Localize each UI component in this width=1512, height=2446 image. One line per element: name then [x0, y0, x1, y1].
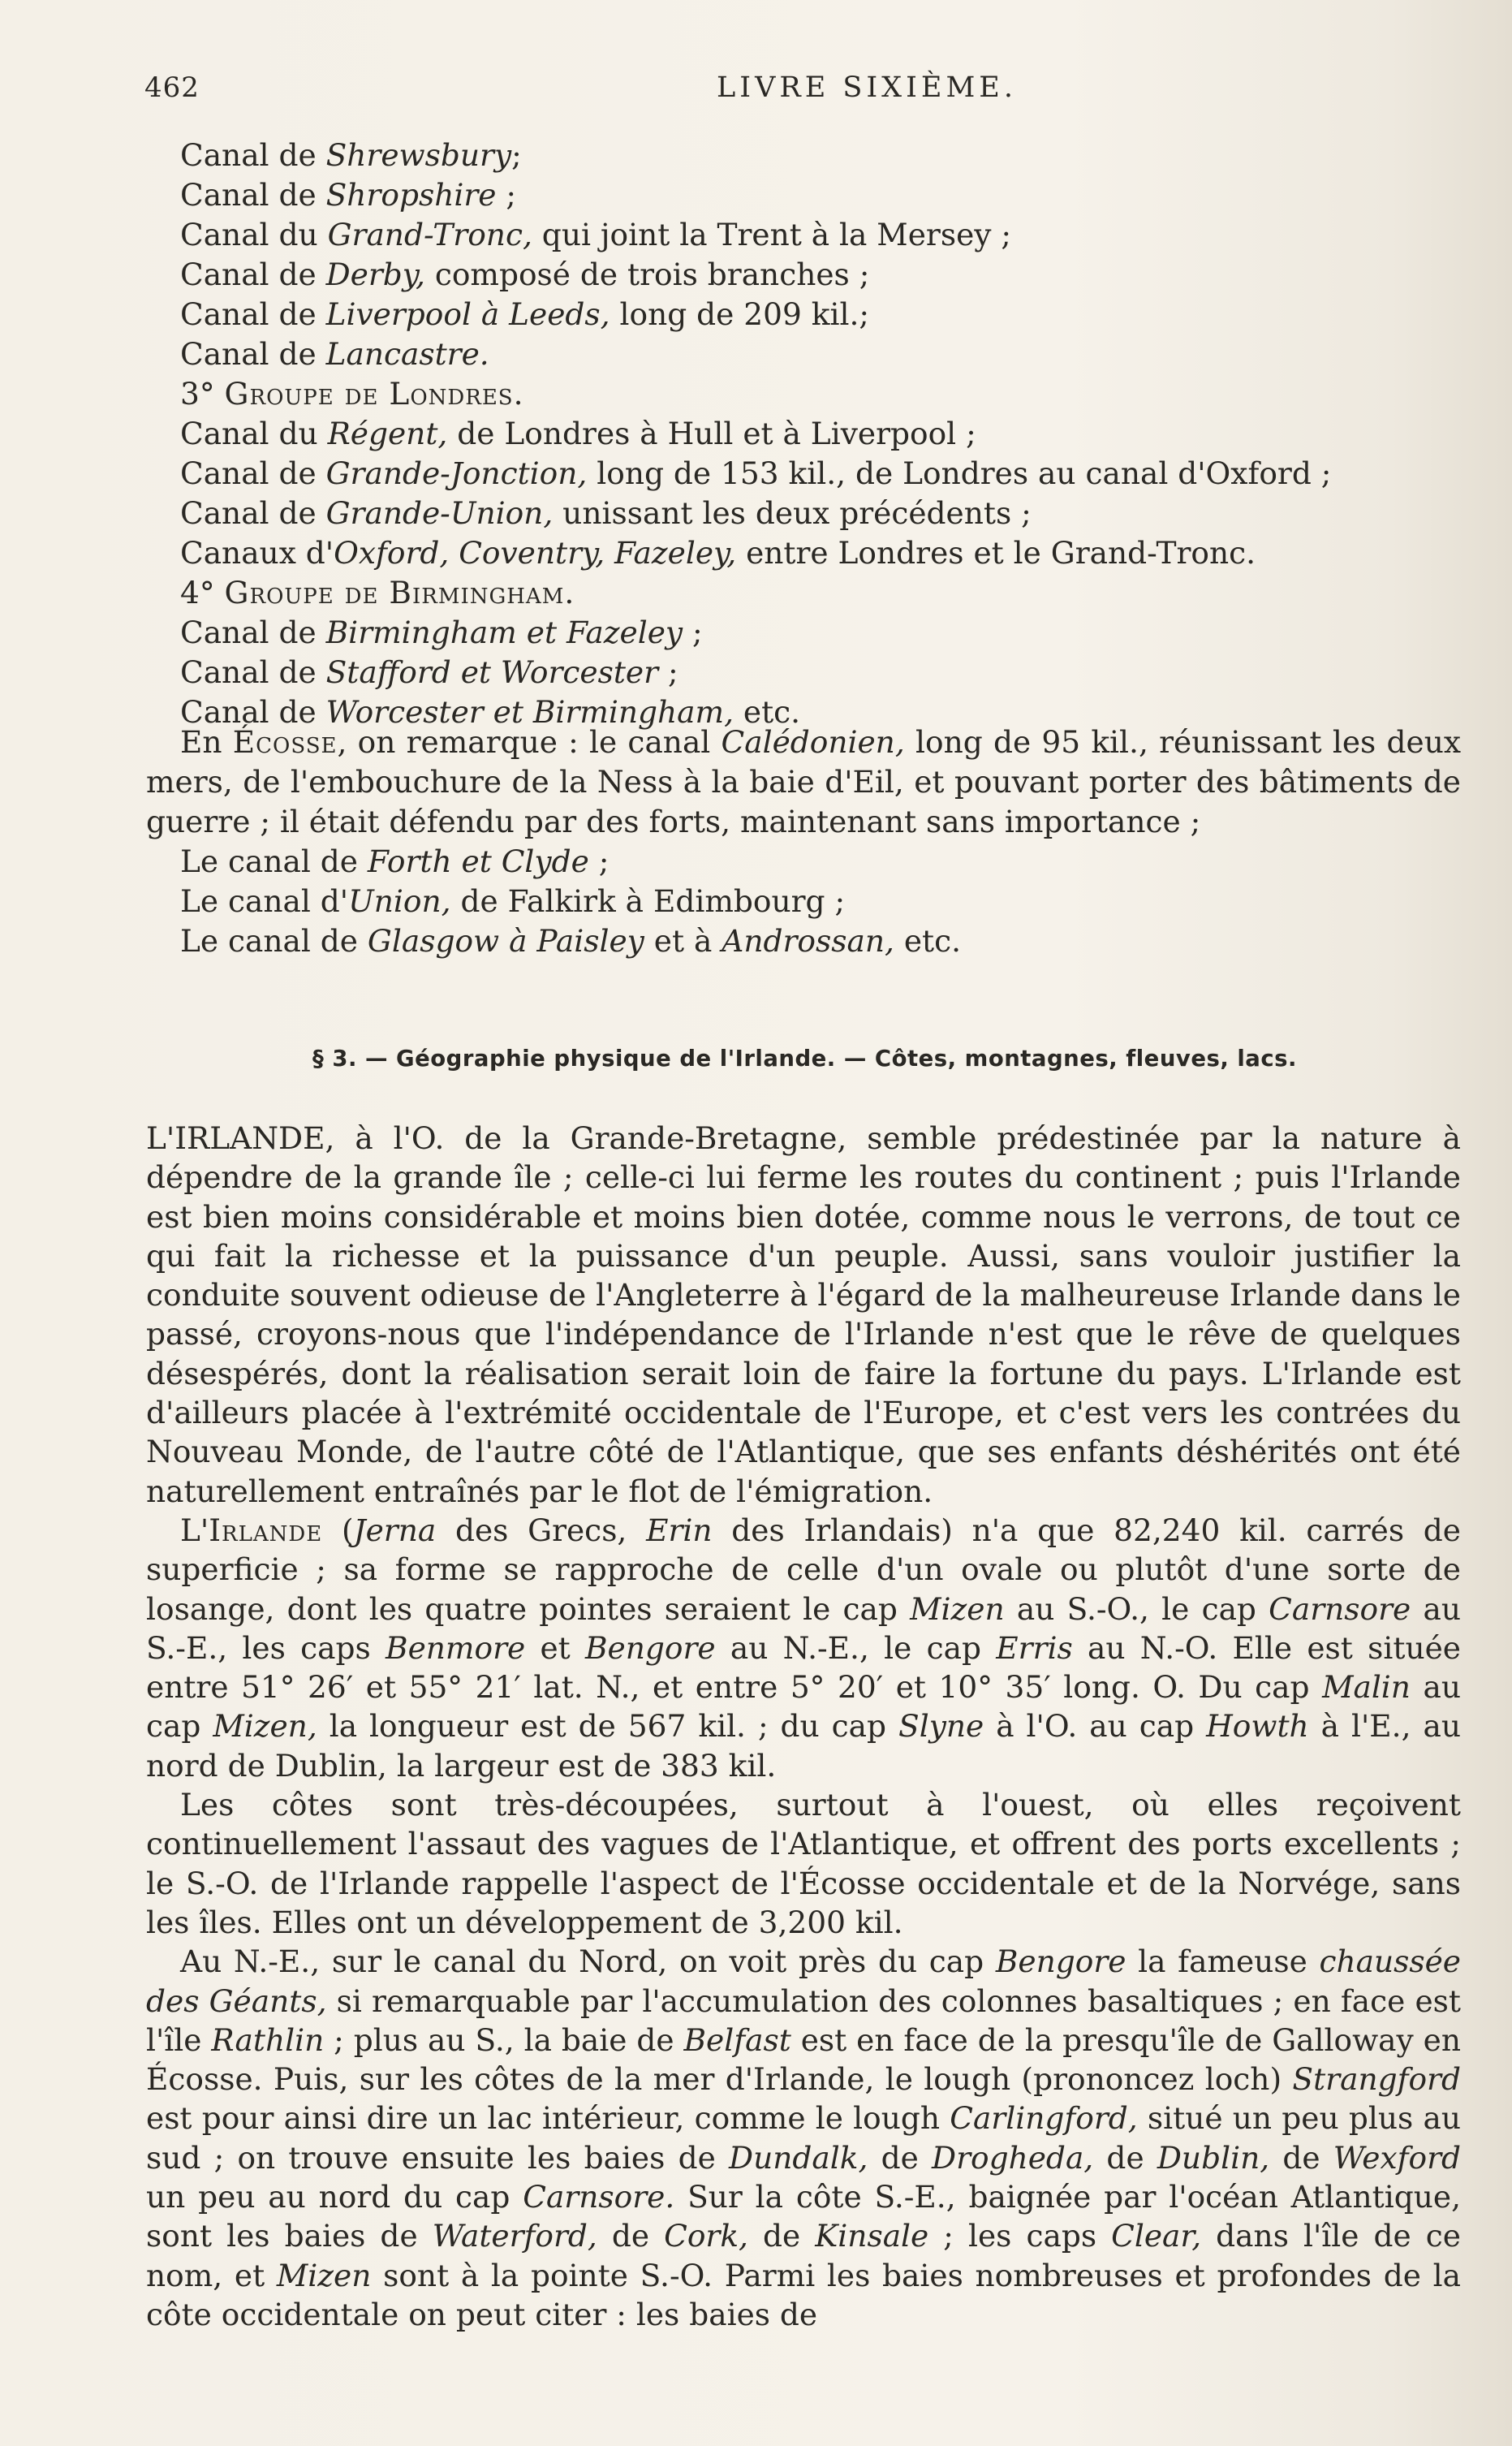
- paragraph: [146, 1942, 1461, 2334]
- text: la fameuse: [1126, 1943, 1320, 1980]
- page-header: [144, 71, 1459, 112]
- canal-name: Derby,: [325, 257, 425, 292]
- text: Canal de: [180, 694, 326, 730]
- text: Canal du: [180, 416, 328, 451]
- place-name: Clear,: [1111, 2218, 1202, 2254]
- place-name: chaussée des Géants,: [146, 1943, 1461, 2019]
- place-name: Bengore: [995, 1943, 1126, 1980]
- text: de: [868, 2139, 933, 2176]
- place-name: Carnsore.: [523, 2179, 675, 2215]
- ireland-text: [146, 1119, 1461, 2334]
- list-item: [180, 295, 1462, 334]
- scotland-paragraph: [146, 723, 1461, 842]
- text: sont à la pointe S.-O. Parmi les baies nombreuses et profondes de la côte occidentale on peut citer : les baies de: [146, 2257, 1461, 2332]
- text: de Londres à Hull et à Liverpool ;: [447, 416, 976, 451]
- text: etc.: [734, 694, 801, 730]
- list-item: [146, 882, 1461, 921]
- place-name: Carlingford,: [950, 2100, 1138, 2137]
- list-item: [180, 613, 1462, 653]
- text: Canal de: [180, 177, 326, 213]
- list-item: [180, 454, 1462, 494]
- text: Canal de: [180, 495, 326, 531]
- text: 3°: [180, 376, 225, 412]
- place-name: Jerna: [353, 1512, 437, 1548]
- list-item: [180, 414, 1462, 454]
- text: ;: [511, 137, 522, 173]
- canal-name: Glasgow à Paisley: [367, 923, 644, 959]
- text: Canal de: [180, 654, 326, 690]
- text: composé de trois branches ;: [424, 257, 870, 292]
- place-name: Bengore: [585, 1629, 716, 1666]
- text: long de 209 kil.;: [610, 296, 870, 332]
- list-item: [180, 215, 1462, 255]
- place-name: Androssan,: [722, 923, 894, 959]
- place-name: Belfast: [683, 2021, 791, 2058]
- canal-name: Stafford et Worcester: [325, 654, 659, 690]
- canal-name: Liverpool à Leeds,: [325, 296, 610, 332]
- canal-name: Oxford, Coventry, Fazeley,: [334, 535, 737, 571]
- paragraph: Les côtes sont très-découpées, surtout à l'ouest, où elles reçoivent continuellement l'assaut des vagues de l'Atlantique, et offrent des ports excellents ; le S.-O. de l'Irlande rappelle l'aspect de l'Écosse occidentale et de la Norvége, sans les îles. Elles ont un développement de 3,200 kil.: [146, 1787, 1461, 1940]
- running-title: LIVRE SIXIÈME.: [717, 71, 1017, 104]
- text: ; plus au S., la baie de: [324, 2021, 684, 2058]
- group-title: Groupe de Londres.: [224, 376, 524, 412]
- text: et: [525, 1629, 585, 1666]
- text: au S.-O., le cap: [1004, 1590, 1269, 1627]
- place-name: Dundalk,: [729, 2139, 868, 2176]
- text: (: [322, 1512, 354, 1548]
- list-item: [180, 533, 1462, 573]
- list-item: [146, 921, 1461, 961]
- canal-name: Shrewsbury: [325, 137, 512, 173]
- text: des Grecs,: [436, 1512, 647, 1548]
- text: au cap: [146, 1669, 1462, 1745]
- text: de: [597, 2218, 665, 2254]
- text: à l'E., au nord de Dublin, la largeur est de 383 kil.: [146, 1708, 1461, 1784]
- text: unissant les deux précédents ;: [553, 495, 1032, 531]
- text: au S.-E., les caps: [146, 1590, 1461, 1666]
- place-name: Erris: [996, 1629, 1073, 1666]
- country-name: Écosse: [232, 724, 338, 760]
- place-name: Dublin,: [1157, 2139, 1270, 2176]
- text: Canal de: [180, 336, 326, 372]
- canal-name: Grand-Tronc,: [327, 217, 532, 252]
- text: L': [180, 1512, 209, 1548]
- text: qui joint la Trent à la Mersey ;: [532, 217, 1012, 252]
- text: 4°: [180, 575, 225, 610]
- text: Le canal de: [180, 843, 368, 879]
- text: ; les caps: [928, 2218, 1112, 2254]
- scotland-block: [146, 723, 1461, 961]
- place-name: Malin: [1322, 1669, 1411, 1706]
- place-name: Drogheda,: [932, 2139, 1094, 2176]
- canal-name: Grande-Union,: [325, 495, 554, 531]
- text: Au N.-E., sur le canal du Nord, on voit près du cap: [180, 1943, 996, 1980]
- text: Canal de: [180, 615, 326, 650]
- text: Canal du: [180, 217, 328, 252]
- text: la longueur est de 567 kil. ; du cap: [317, 1708, 899, 1745]
- text: au N.-O. Elle est située entre 51° 26′ et 55° 21′ lat. N., et entre 5° 20′ et 10° 35′ long. O. Du cap: [146, 1629, 1461, 1706]
- place-name: Kinsale: [815, 2218, 929, 2254]
- place-name: Cork,: [664, 2218, 748, 2254]
- text: des Irlandais) n'a que 82,240 kil. carrés de superficie ; sa forme se rapproche de celle d'un ovale ou plutôt d'une sorte de losange, dont les quatre pointes seraient le cap: [146, 1512, 1461, 1627]
- place-name: Erin: [646, 1512, 713, 1548]
- text: ;: [658, 654, 678, 690]
- text: long de 153 kil., de Londres au canal d'Oxford ;: [587, 455, 1332, 491]
- text: de Falkirk à Edimbourg ;: [450, 883, 846, 919]
- text: situé un peu plus au sud ; on trouve ensuite les baies de: [146, 2100, 1462, 2176]
- place-name: Mizen: [276, 2257, 372, 2293]
- canal-name: Birmingham et Fazeley: [325, 615, 683, 650]
- text: Le canal de: [180, 923, 368, 959]
- text: En: [180, 724, 233, 760]
- text: au N.-E., le cap: [715, 1629, 997, 1666]
- text: ;: [588, 843, 610, 879]
- place-name: Strangford: [1292, 2061, 1461, 2098]
- canal-name: Worcester et Birmingham,: [325, 694, 734, 730]
- canal-name: Lancastre.: [325, 336, 489, 372]
- text: ;: [683, 615, 703, 650]
- list-item: [180, 494, 1462, 533]
- canal-name: Grande-Jonction,: [325, 455, 588, 491]
- text: Canaux d': [180, 535, 334, 571]
- list-item: [180, 255, 1462, 295]
- text: de: [747, 2218, 816, 2254]
- place-name: Mizen,: [213, 1708, 317, 1745]
- group-title: Groupe de Birmingham.: [224, 575, 575, 610]
- place-name: Waterford,: [432, 2218, 597, 2254]
- canal-name: Régent,: [327, 416, 448, 451]
- list-item: [180, 653, 1462, 692]
- group-heading: [180, 374, 1462, 414]
- paragraph: L'IRLANDE, à l'O. de la Grande-Bretagne, semble prédestinée par la nature à dépendre de la grande île ; celle-ci lui ferme les routes du continent ; puis l'Irlande est bien moins considérable et moins bien dotée, comme nous le verrons, de tout ce qui fait la richesse et la puissance d'un peuple. Aussi, sans vouloir justifier la conduite souvent odieuse de l'Angleterre à l'égard de la malheureuse Irlande dans le passé, croyons-nous que l'indépendance de l'Irlande n'est que le rêve de quelques désespérés, dont la réalisation serait loin de faire la fortune du pays. L'Irlande est d'ailleurs placée à l'extrémité occidentale de l'Europe, et c'est vers les contrées du Nouveau Monde, de l'autre côté de l'Atlantique, que ses enfants déshérités ont été naturellement entraînés par le flot de l'émigration.: [146, 1120, 1461, 1509]
- text: est pour ainsi dire un lac intérieur, comme le lough: [146, 2100, 950, 2137]
- text: et à: [644, 923, 722, 959]
- text: dans l'île de ce nom, et: [146, 2218, 1461, 2293]
- place-name: Carnsore: [1269, 1590, 1411, 1627]
- text: Canal de: [180, 455, 326, 491]
- page-number: 462: [144, 71, 200, 104]
- canal-name: Union,: [348, 883, 451, 919]
- text: un peu au nord du cap: [146, 2179, 523, 2215]
- list-item: [180, 175, 1462, 215]
- text: si remarquable par l'accumulation des colonnes basaltiques ; en face est l'île: [146, 1982, 1461, 2058]
- place-name: Wexford: [1333, 2139, 1461, 2176]
- text: de: [1269, 2139, 1333, 2176]
- list-item: [146, 842, 1461, 882]
- text: Le canal d': [180, 883, 349, 919]
- text: Sur la côte S.-E., baignée par l'océan Atlantique, sont les baies de: [146, 2179, 1461, 2254]
- canal-name: Shropshire: [325, 177, 497, 213]
- section-heading: § 3. — Géographie physique de l'Irlande. — Côtes, montagnes, fleuves, lacs.: [312, 1046, 1297, 1072]
- list-item: [180, 334, 1462, 374]
- text: à l'O. au cap: [984, 1708, 1207, 1745]
- text: Canal de: [180, 296, 326, 332]
- country-name: Irlande: [209, 1512, 323, 1548]
- text: etc.: [894, 923, 962, 959]
- text: long de 95 kil., réunissant les deux mers, de l'embouchure de la Ness à la baie d'Eil, et pouvant porter des bâtiments de guerre ; il était défendu par des forts, maintenant sans importance ;: [146, 724, 1461, 839]
- place-name: Mizen: [910, 1590, 1005, 1627]
- text: entre Londres et le Grand-Tronc.: [736, 535, 1256, 571]
- text: , on remarque : le canal: [337, 724, 722, 760]
- text: Canal de: [180, 257, 326, 292]
- paragraph: [146, 1511, 1461, 1785]
- text: de: [1093, 2139, 1157, 2176]
- canals-list: [180, 136, 1462, 732]
- list-item: [180, 136, 1462, 175]
- group-heading: [180, 573, 1462, 613]
- text: est en face de la presqu'île de Galloway en Écosse. Puis, sur les côtes de la mer d'Irlande, le lough (prononcez loch): [146, 2021, 1461, 2098]
- text: Canal de: [180, 137, 326, 173]
- canal-name: Forth et Clyde: [367, 843, 589, 879]
- place-name: Benmore: [386, 1629, 526, 1666]
- place-name: Slyne: [898, 1708, 984, 1745]
- canal-name: Calédonien,: [721, 724, 905, 760]
- place-name: Howth: [1206, 1708, 1309, 1745]
- text: ;: [496, 177, 517, 213]
- place-name: Rathlin: [211, 2021, 325, 2058]
